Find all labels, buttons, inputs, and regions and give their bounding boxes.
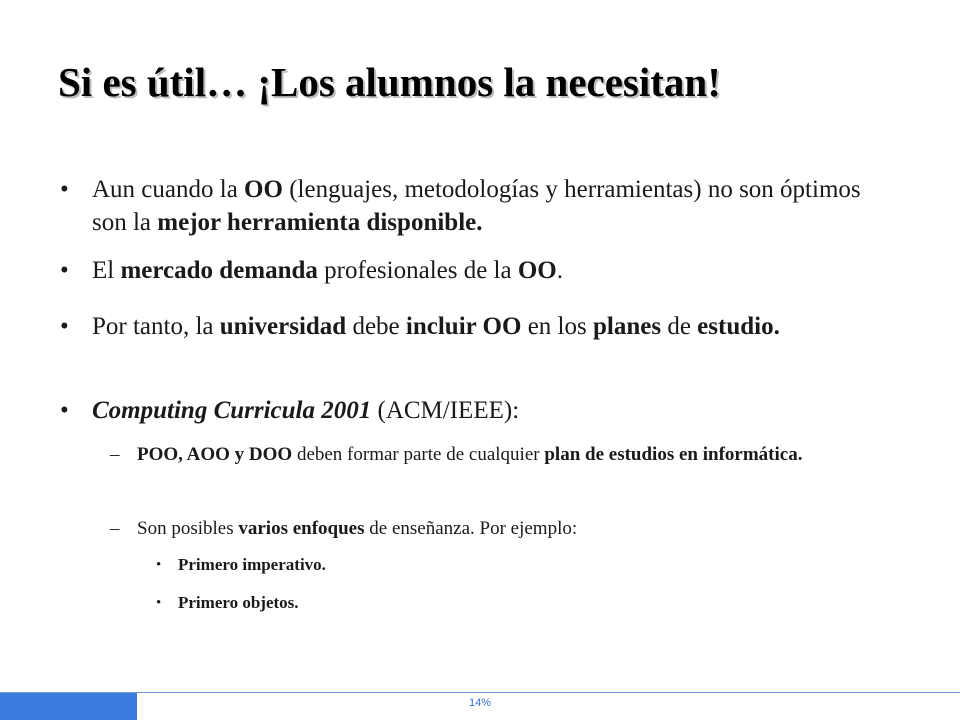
footer-accent-block [0,693,137,720]
bullet-marker: • [60,257,69,284]
bullet-text: El mercado demanda profesionales de la OO. [92,257,564,284]
bullet-text: Aun cuando la OO (lenguajes, metodologías y herramientas) no son óptimos son la mejor herramienta disponible. [92,176,861,236]
slide-title: Si es útil… ¡Los alumnos la necesitan! [58,59,721,105]
footer-divider [0,692,960,693]
bullet-text: Computing Curricula 2001 (ACM/IEEE): [92,397,520,424]
dash-marker: – [110,518,120,539]
bullet-marker: • [60,313,69,340]
bullet-marker: • [60,176,69,203]
bullet-marker: • [60,397,69,424]
subsub-text: Primero objetos. [178,593,299,612]
dash-marker: – [110,444,120,465]
subsub-text: Primero imperativo. [178,555,326,574]
bullet-text: Por tanto, la universidad debe incluir OO en los planes de estudio. [92,313,780,340]
subbullet-text: Son posibles varios enfoques de enseñanza. Por ejemplo: [137,518,578,539]
bullet-marker: • [156,557,162,573]
bullet-marker: • [156,595,162,611]
progress-indicator: 14% [468,697,492,709]
subbullet-text: POO, AOO y DOO deben formar parte de cualquier plan de estudios en informática. [137,444,803,465]
